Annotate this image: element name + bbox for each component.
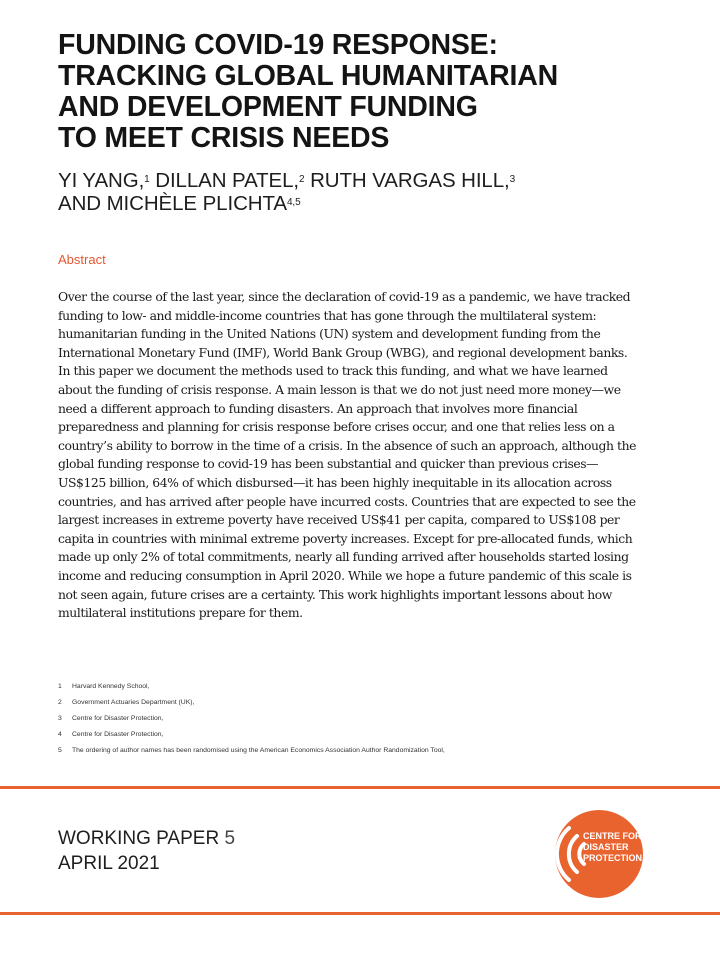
footnote-text: Government Actuaries Department (UK), (72, 699, 195, 706)
divider-bottom (0, 912, 720, 915)
abstract-body (58, 288, 668, 623)
abstract-line: income and reducing consumption in April 2020. While we hope a future pandemic of this scale is (58, 567, 632, 583)
paper-title (58, 30, 678, 154)
author-line (58, 169, 678, 192)
abstract-line: not seen again, future crises are a certainty. This work highlights important lessons about how (58, 586, 612, 602)
footnote-number: 1 (58, 683, 62, 690)
working-paper-number: 5 (224, 828, 236, 849)
title-line: AND DEVELOPMENT FUNDING (58, 91, 478, 123)
footnote-text: Centre for Disaster Protection, (72, 731, 164, 738)
author-name: YI YANG, (58, 169, 145, 192)
abstract-line: need a different approach to funding disasters. An approach that involves more financial (58, 400, 578, 416)
divider-top (0, 786, 720, 789)
footnote-list (58, 679, 445, 759)
footnote-text: Centre for Disaster Protection, (72, 715, 164, 722)
logo-line: PROTECTION (583, 853, 643, 863)
abstract-line: In this paper we document the methods used to track this funding, and what we have learned (58, 363, 608, 379)
abstract-line: multilateral institutions prepare for them. (58, 605, 303, 621)
title-line: TRACKING GLOBAL HUMANITARIAN (58, 60, 558, 92)
publication-date: APRIL 2021 (58, 853, 160, 874)
author-affiliation-marker: 4,5 (286, 197, 301, 208)
abstract-line: preparedness and planning for crisis response before crises occur, and one that relies less on a (58, 419, 615, 435)
footnote (58, 711, 445, 727)
abstract-line: US$125 billion, 64% of which disbursed—it has been highly inequitable in its allocation across (58, 474, 612, 490)
author-line (58, 192, 678, 215)
footnote-text: Harvard Kennedy School, (72, 683, 150, 690)
author-name: RUTH VARGAS HILL, (304, 169, 510, 192)
footnote-number: 3 (58, 715, 62, 722)
abstract-line: Over the course of the last year, since the declaration of covid-19 as a pandemic, we have tracked (58, 289, 631, 304)
footnote-number: 5 (58, 747, 62, 754)
abstract-line: largest increases in extreme poverty have received US$41 per capita, compared to US$108 per (58, 512, 620, 528)
logo-wordmark (583, 831, 663, 864)
abstract-line: International Monetary Fund (IMF), World Bank Group (WBG), and regional development banks. (58, 344, 628, 360)
abstract-line: global funding response to covid-19 has been substantial and quicker than previous crises— (58, 456, 599, 472)
footnote-text: The ordering of author names has been randomised using the American Economics Association Author Randomization Tool, (72, 747, 445, 754)
author-name: DILLAN PATEL, (149, 169, 300, 192)
footnote (58, 679, 445, 695)
title-line: TO MEET CRISIS NEEDS (58, 122, 390, 154)
working-paper-label (58, 826, 235, 851)
abstract-line: capita in countries with minimal extreme poverty increases. Except for pre-allocated funds, which (58, 530, 633, 546)
author-affiliation-marker: 3 (509, 174, 516, 185)
abstract-line: humanitarian funding in the United Nations (UN) system and development funding from the (58, 326, 601, 342)
logo-line: CENTRE FOR (583, 831, 642, 841)
title-block (58, 30, 678, 215)
working-paper-info (58, 826, 235, 876)
abstract-line: made up only 2% of total commitments, nearly all funding arrived after households started losing (58, 549, 629, 565)
author-affiliation-marker: 1 (144, 174, 150, 185)
author-affiliation-marker: 2 (299, 174, 305, 185)
abstract-line: funding to low- and middle-income countries that has gone through the multilateral system: (58, 307, 597, 323)
working-paper-text: WORKING PAPER (58, 828, 220, 849)
abstract-heading: Abstract (58, 252, 106, 267)
abstract-line: about the funding of crisis response. A main lesson is that we do not just need more money—we (58, 381, 621, 397)
title-line: FUNDING COVID-19 RESPONSE: (58, 29, 498, 61)
footnote-number: 2 (58, 699, 62, 706)
abstract-line: country’s ability to borrow in the time of a crisis. In the absence of such an approach, although the (58, 437, 637, 453)
author-list (58, 169, 678, 215)
abstract-line: countries, and has arrived after people have incurred costs. Countries that are expected to see the (58, 493, 636, 509)
footnote-number: 4 (58, 731, 62, 738)
footnote (58, 743, 445, 759)
footnote (58, 727, 445, 743)
author-name: AND MICHÈLE PLICHTA (58, 192, 287, 215)
logo-line: DISASTER (583, 842, 629, 852)
footnote (58, 695, 445, 711)
